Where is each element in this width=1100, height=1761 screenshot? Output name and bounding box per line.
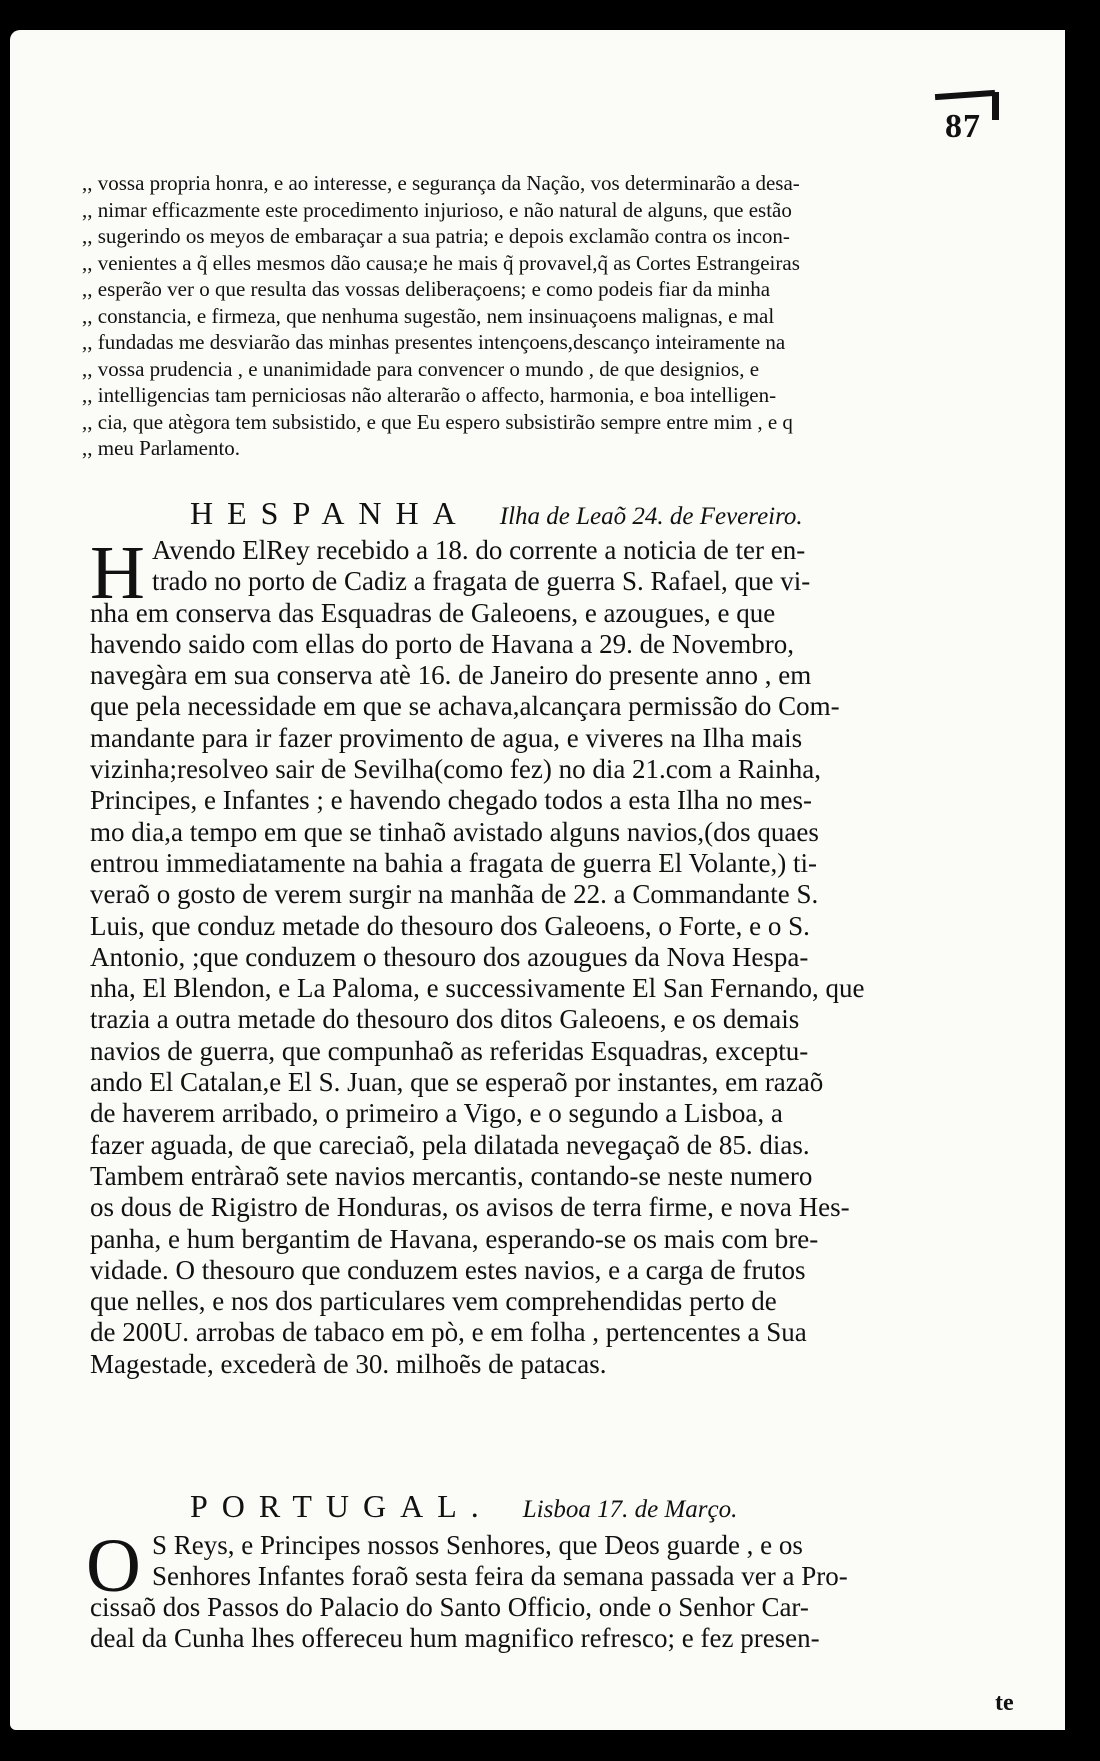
heading-dateline: Ilha de Leaõ 24. de Fevereiro. xyxy=(499,503,803,530)
text-line: Antonio, ;que conduzem o thesouro dos azougues da Nova Hespa- xyxy=(90,941,809,972)
text-line: Luis, que conduz metade do thesouro dos Galeoens, o Forte, e o S. xyxy=(90,910,810,941)
text-line: panha, e hum bergantim de Havana, esperando-se os mais com bre- xyxy=(90,1223,819,1254)
text-line: nha, El Blendon, e La Paloma, e successivamente El San Fernando, que xyxy=(90,973,865,1004)
page-number: 87 xyxy=(945,108,981,145)
text-line: ,, nimar efficazmente este procedimento injurioso, e não natural de alguns, que estão xyxy=(82,197,792,222)
section-heading-hespanha xyxy=(190,495,970,532)
text-line: ,, cia, que atègora tem subsistido, e que Eu espero subsistirão sempre entre mim , e q xyxy=(82,409,793,434)
document-page xyxy=(10,30,1065,1730)
text-line: Senhores Infantes foraõ sesta feira da semana passada ver a Pro- xyxy=(152,1561,848,1591)
text-line: ,, sugerindo os meyos de embaraçar a sua patria; e depois exclamão contra os incon- xyxy=(82,224,790,248)
section-heading-portugal xyxy=(190,1488,970,1525)
text-line: navios de guerra, que compunhaõ as referidas Esquadras, exceptu- xyxy=(90,1035,809,1066)
drop-cap: H xyxy=(90,531,145,615)
text-line: ,, vossa propria honra, e ao interesse, e segurança da Nação, vos determinarão a desa- xyxy=(82,171,800,195)
text-line: mandante para ir fazer provimento de agua, e viveres na Ilha mais xyxy=(90,722,803,753)
text-line: trado no porto de Cadiz a fragata de guerra S. Rafael, que vi- xyxy=(152,566,811,597)
quoted-speech xyxy=(82,170,1007,462)
text-line: de haverem arribado, o primeiro a Vigo, e o segundo a Lisboa, a xyxy=(90,1098,783,1129)
text-line: que pela necessidade em que se achava,alcançara permissão do Com- xyxy=(90,691,840,722)
text-line: os dous de Rigistro de Honduras, os avisos de terra firme, e nova Hes- xyxy=(90,1192,850,1223)
ink-mark xyxy=(935,90,995,100)
text-line: S Reys, e Principes nossos Senhores, que Deos guarde , e os xyxy=(152,1530,803,1560)
text-line: ,, venientes a q̃ elles mesmos dão causa;e he mais q̃ provavel,q̃ as Cortes Estrangeiras xyxy=(82,250,800,275)
text-line: ,, intelligencias tam perniciosas não alterarão o affecto, harmonia, e boa intelligen- xyxy=(82,383,777,407)
text-line: que nelles, e nos dos particulares vem comprehendidas perto de xyxy=(90,1286,777,1317)
text-line: cissaõ dos Passos do Palacio do Santo Officio, onde o Senhor Car- xyxy=(90,1592,809,1622)
text-line: trazia a outra metade do thesouro dos ditos Galeoens, e os demais xyxy=(90,1004,800,1035)
text-line: ,, meu Parlamento. xyxy=(82,436,241,460)
text-line: fazer aguada, de que careciaõ, pela dilatada nevegaçaõ de 85. dias. xyxy=(90,1129,810,1160)
text-line: ,, vossa prudencia , e unanimidade para convencer o mundo , de que designios, e xyxy=(82,356,760,381)
text-line: Magestade, excederà de 30. milhoẽs de patacas. xyxy=(90,1348,607,1379)
text-line: ,, esperão ver o que resulta das vossas deliberaçoens; e como podeis fiar da minha xyxy=(82,277,771,301)
text-line: Tambem entràraõ sete navios mercantis, contando-se neste numero xyxy=(90,1160,813,1191)
heading-dateline: Lisboa 17. de Março. xyxy=(522,1496,738,1523)
text-line: de 200U. arrobas de tabaco em pò, e em folha , pertencentes a Sua xyxy=(90,1317,807,1348)
drop-cap: O xyxy=(86,1524,141,1608)
text-line: navegàra em sua conserva atè 16. de Janeiro do presente anno , em xyxy=(90,660,812,691)
article-hespanha xyxy=(90,531,1010,1380)
catchword: te xyxy=(995,1690,1014,1716)
text-line: nha em conserva das Esquadras de Galeoens, e azougues, e que xyxy=(90,597,776,628)
text-line: Avendo ElRey recebido a 18. do corrente a noticia de ter en- xyxy=(152,535,806,565)
text-line: Principes, e Infantes ; e havendo chegado todos a esta Ilha no mes- xyxy=(90,785,813,816)
text-line: veraõ o gosto de verem surgir na manhãa de 22. a Commandante S. xyxy=(90,879,819,910)
text-line: vizinha;resolveo sair de Sevilha(como fez) no dia 21.com a Rainha, xyxy=(90,754,822,785)
text-line: ,, fundadas me desviarão das minhas presentes intençoens,descanço inteiramente na xyxy=(82,330,786,354)
text-line: ando El Catalan,e El S. Juan, que se esperaõ por instantes, em razaõ xyxy=(90,1067,824,1098)
text-line: havendo saido com ellas do porto de Havana a 29. de Novembro, xyxy=(90,628,795,659)
article-portugal xyxy=(86,1524,1010,1654)
text-line: entrou immediatamente na bahia a fragata de guerra El Volante,) ti- xyxy=(90,847,817,878)
text-line: mo dia,a tempo em que se tinhaõ avistado alguns navios,(dos quaes xyxy=(90,816,819,847)
ink-mark xyxy=(992,92,999,120)
text-line: deal da Cunha lhes offereceu hum magnifico refresco; e fez presen- xyxy=(90,1623,820,1653)
heading-title: PORTUGAL. xyxy=(190,1488,493,1524)
heading-title: HESPANHA xyxy=(190,495,470,531)
text-line: vidade. O thesouro que conduzem estes navios, e a carga de frutos xyxy=(90,1254,806,1285)
text-line: ,, constancia, e firmeza, que nenhuma sugestão, nem insinuaçoens malignas, e mal xyxy=(82,303,775,328)
